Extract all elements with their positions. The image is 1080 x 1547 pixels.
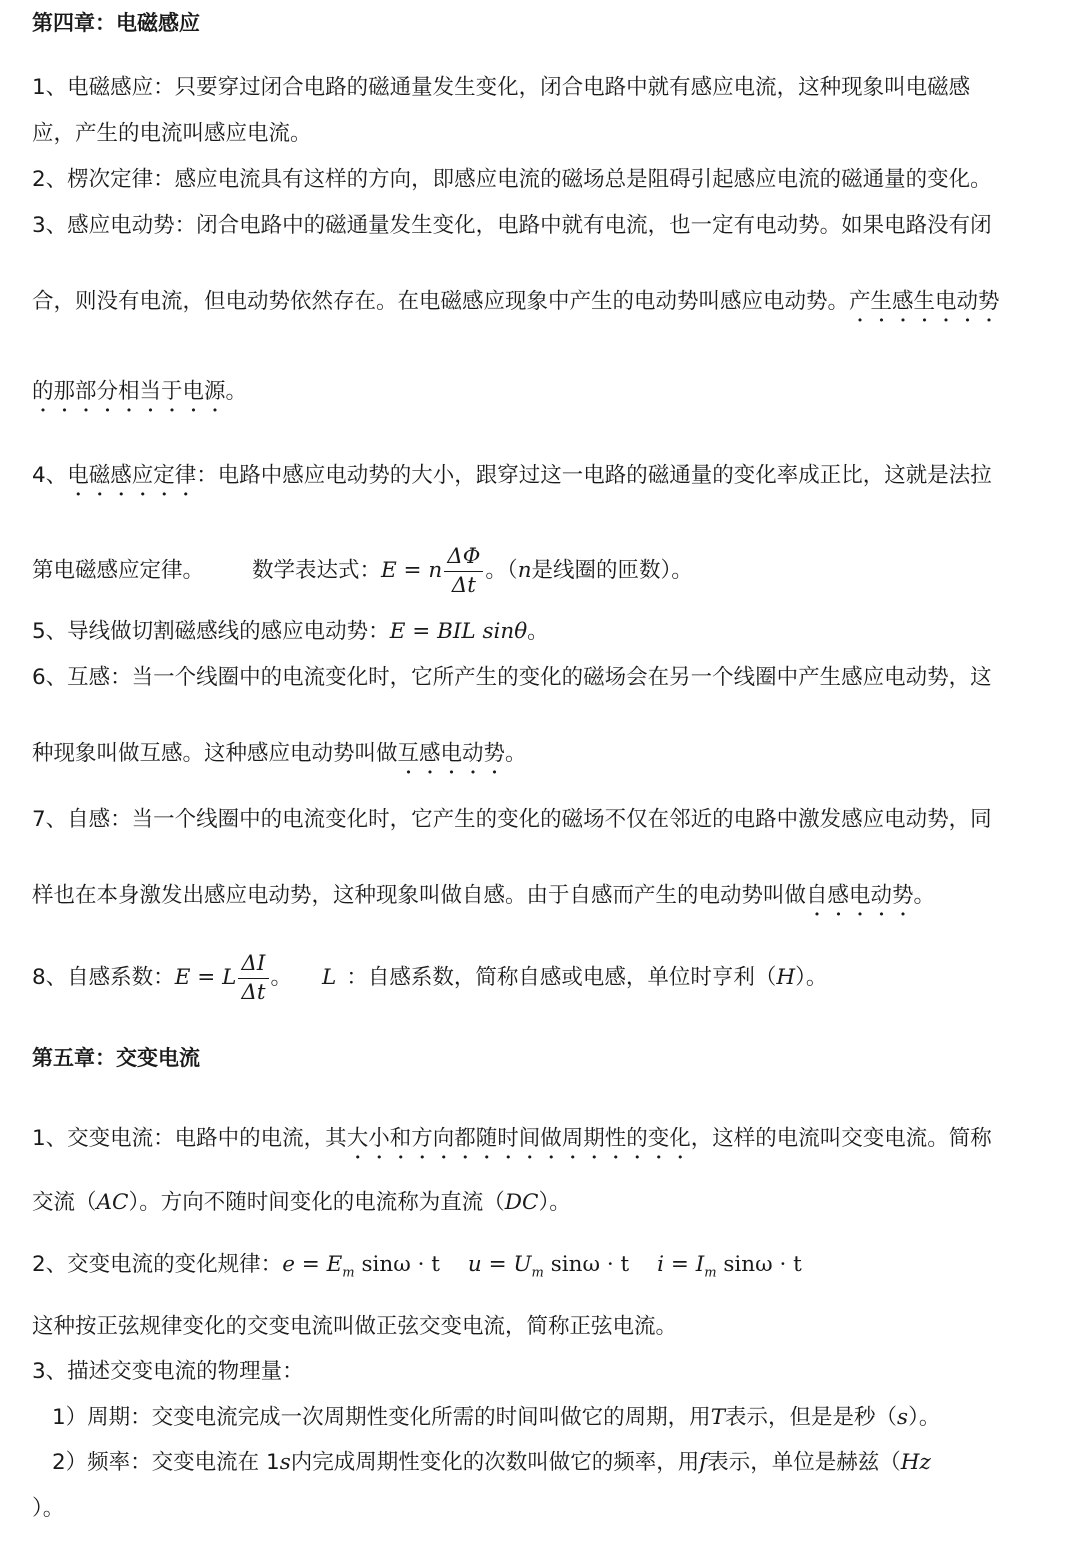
ch4-item-4-tail-2: 是线圈的匝数）。: [531, 558, 693, 583]
ch4-item-6-line-1: 6、互感：当一个线圈中的电流变化时，它所产生的变化的磁场会在另一个线圈中产生感应电动势，这: [32, 665, 992, 690]
ch4-item-3-emphasis-2: 的那部分相当于电源。: [32, 379, 248, 404]
ch5-item-1-text-3: 交流（: [32, 1190, 97, 1215]
symbol-H: H: [776, 965, 796, 990]
symbol-s: s: [279, 1450, 291, 1475]
fraction-numerator: ΔI: [238, 950, 268, 979]
ch4-item-3-emphasis: 产生感生电动势: [849, 289, 1000, 314]
period-text: 1）周期：交变电流完成一次周期性变化所需的时间叫做它的周期，用: [52, 1405, 711, 1430]
chapter-5-title: 第五章：交变电流: [32, 1046, 200, 1070]
ch4-item-4-text: ：电路中感应电动势的大小，跟穿过这一电路的磁通量的变化率成正比，这就是法拉: [196, 463, 992, 488]
ch4-item-8-punct: 。: [270, 965, 293, 990]
ch4-item-4-tail: 。（: [485, 558, 518, 583]
current-formula: [657, 1252, 802, 1281]
ch5-item-2-label: 2、交变电流的变化规律：: [32, 1252, 283, 1277]
emf-formula-lhs: e = E: [282, 1252, 343, 1277]
emf-cutting-formula: E = BIL sinθ: [389, 619, 528, 644]
ch4-item-5: [32, 617, 1054, 647]
ch4-item-3-line-3: [32, 377, 1054, 417]
symbol-s: s: [897, 1405, 909, 1430]
ch4-item-3-line-2: [32, 287, 1054, 327]
formula-label: 数学表达式：: [252, 558, 382, 583]
ch5-item-2-line-2: 这种按正弦规律变化的交变电流叫做正弦交变电流，简称正弦电流。: [32, 1314, 678, 1339]
ch4-item-1-line-2: 应，产生的电流叫感应电流。: [32, 121, 312, 146]
self-inductance-fraction: [238, 950, 268, 1007]
voltage-formula-sub: m: [531, 1265, 544, 1281]
fraction-denominator: Δt: [241, 979, 266, 1005]
ch5-item-1-line-2: [32, 1188, 1054, 1218]
emf-formula-sub: m: [342, 1265, 355, 1281]
current-formula-lhs: i = I: [657, 1252, 705, 1277]
symbol-DC: DC: [504, 1190, 539, 1215]
frequency-text-2: 内完成周期性变化的次数叫做它的频率，用: [290, 1450, 700, 1475]
ch4-item-8-end: ）。: [795, 965, 828, 990]
faraday-fraction: [444, 543, 483, 600]
ch5-item-2-line-1: [32, 1250, 1054, 1288]
symbol-n: n: [517, 558, 532, 583]
ch5-item-1-text-2: ，这样的电流叫交变电流。简称: [690, 1126, 992, 1151]
ch5-item-1-line-1: [32, 1124, 1054, 1164]
voltage-formula: [467, 1252, 630, 1281]
ch4-item-1-line-1: 1、电磁感应：只要穿过闭合电路的磁通量发生变化，闭合电路中就有感应电流，这种现象叫电磁感: [32, 75, 971, 100]
fraction-denominator: Δt: [451, 572, 476, 598]
frequency-text-3: 表示，单位是赫兹（: [707, 1450, 901, 1475]
ch4-item-6-line-2: [32, 739, 1054, 779]
emf-formula: [282, 1252, 440, 1281]
symbol-AC: AC: [96, 1190, 129, 1215]
symbol-L: L: [322, 965, 337, 990]
fraction-numerator: ΔΦ: [444, 543, 483, 572]
chapter-4-title: 第四章：电磁感应: [32, 11, 200, 35]
ch4-item-7-emphasis: 自感电动势: [806, 883, 914, 908]
ch4-item-8-desc: ：自感系数，简称自感或电感，单位时亨利（: [346, 965, 777, 990]
self-inductance-formula-lhs: E = L: [174, 965, 237, 990]
ch4-item-2: 2、楞次定律：感应电流具有这样的方向，即感应电流的磁场总是阻碍引起感应电流的磁通量的变化。: [32, 167, 992, 192]
ch5-item-3-period: [52, 1403, 1054, 1433]
ch4-item-3-text: 合，则没有电流，但电动势依然存在。在电磁感应现象中产生的电动势叫感应电动势。: [32, 289, 850, 314]
ch4-item-7-line-2: [32, 881, 1054, 921]
symbol-T: T: [710, 1405, 726, 1430]
ch5-item-3-frequency-line-1: [52, 1448, 1054, 1478]
faraday-formula-lhs: E = n: [381, 558, 443, 583]
period-end: ）。: [908, 1405, 941, 1430]
frequency-text: 2）频率：交变电流在 1: [52, 1450, 280, 1475]
ch4-item-6-end: 。: [505, 741, 527, 766]
ch5-item-1-text-4: ）。方向不随时间变化的电流称为直流（: [128, 1190, 505, 1215]
ch4-item-4-term: 电磁感应定律: [67, 463, 197, 488]
ch4-item-4-number: 4、: [32, 463, 68, 488]
ch5-item-1-text: 1、交变电流：电路中的电流，其: [32, 1126, 347, 1151]
ch5-item-1-emphasis: 大小和方向都随时间做周期性的变化: [346, 1126, 691, 1151]
period-text-2: 表示，但是是秒（: [725, 1405, 898, 1430]
ch5-item-3: 3、描述交变电流的物理量：: [32, 1359, 304, 1384]
ch4-item-7-text: 样也在本身激发出感应电动势，这种现象叫做自感。由于自感而产生的电动势叫做: [32, 883, 807, 908]
ch4-item-8: [32, 948, 1054, 1008]
ch5-item-3-frequency-line-2: ）。: [32, 1496, 65, 1521]
ch4-item-7-line-1: 7、自感：当一个线圈中的电流变化时，它产生的变化的磁场不仅在邻近的电路中激发感应电动势，同: [32, 807, 992, 832]
ch4-item-6-emphasis: 互感电动势: [397, 741, 506, 766]
symbol-f: f: [699, 1450, 708, 1475]
current-formula-sub: m: [704, 1265, 717, 1281]
ch4-item-6-text: 种现象叫做互感。这种感应电动势叫做: [32, 741, 398, 766]
ch4-item-7-end: 。: [913, 883, 936, 908]
voltage-formula-lhs: u = U: [467, 1252, 532, 1277]
voltage-formula-rhs: sinω · t: [543, 1252, 630, 1277]
ch5-item-1-end: ）。: [538, 1190, 571, 1215]
ch4-item-5-text: 5、导线做切割磁感线的感应电动势：: [32, 619, 390, 644]
ch4-item-4-text-2: 第电磁感应定律。: [32, 558, 205, 583]
ch4-item-5-end: 。: [527, 619, 549, 644]
ch4-item-3-line-1: 3、感应电动势：闭合电路中的磁通量发生变化，电路中就有电流，也一定有电动势。如果电路没有闭: [32, 213, 992, 238]
emf-formula-rhs: sinω · t: [354, 1252, 440, 1277]
current-formula-rhs: sinω · t: [716, 1252, 802, 1277]
symbol-Hz: Hz: [900, 1450, 931, 1475]
ch4-item-4-line-2: [32, 541, 1054, 601]
ch4-item-8-label: 8、自感系数：: [32, 965, 175, 990]
ch4-item-4-line-1: [32, 461, 1054, 501]
